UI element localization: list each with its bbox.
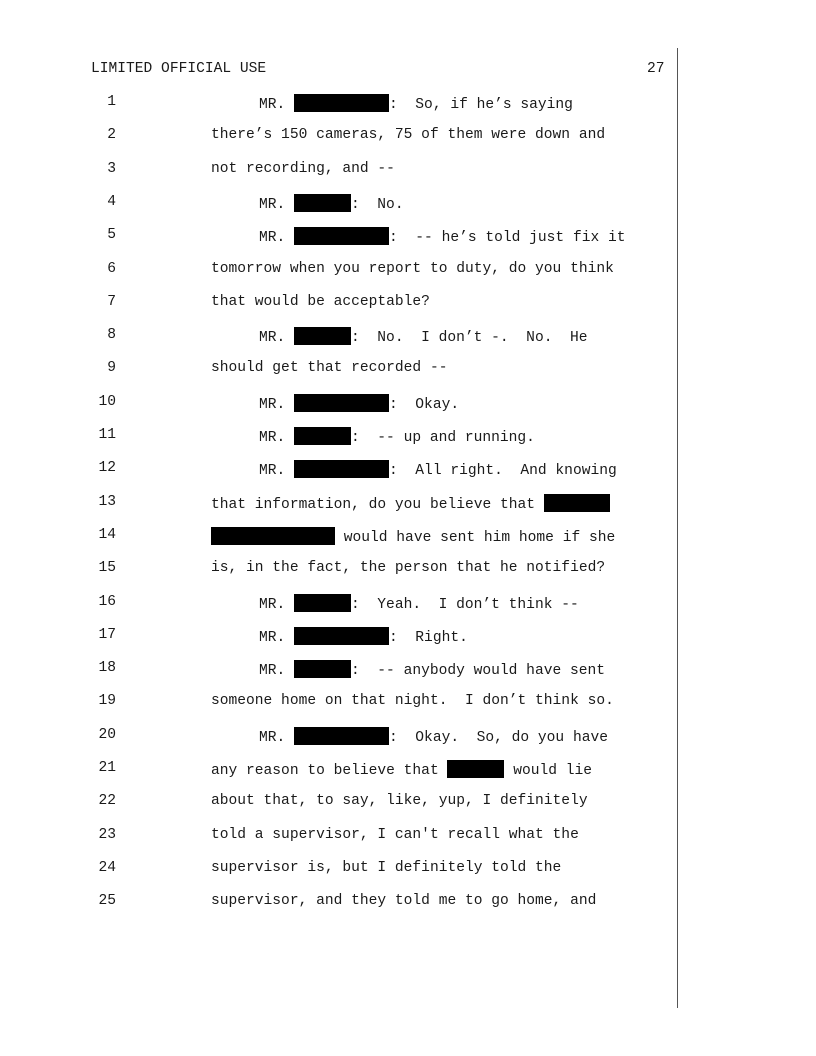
line-number: 25 (98, 893, 116, 910)
speaker-title: MR. (259, 330, 295, 347)
right-margin-rule (677, 48, 678, 1008)
speaker-title: MR. (259, 463, 295, 480)
transcript-line (0, 494, 676, 514)
continuation-text (211, 127, 605, 143)
speaker-line-text (259, 727, 608, 746)
transcript-line (0, 860, 676, 880)
transcript-line (0, 594, 676, 614)
redaction-block (294, 627, 389, 645)
redaction-block (294, 94, 389, 112)
spoken-text: : Yeah. I don’t think -- (351, 596, 579, 613)
spoken-text: : So, if he’s saying (389, 97, 573, 113)
spoken-text: supervisor is, but I definitely told the (211, 859, 562, 876)
line-number: 18 (98, 660, 116, 677)
transcript-line (0, 327, 676, 347)
continuation-text (211, 494, 610, 513)
line-number: 9 (107, 360, 116, 377)
redaction-block (544, 494, 610, 512)
line-number: 6 (107, 260, 116, 277)
line-number: 3 (107, 160, 116, 177)
spoken-text: should get that recorded -- (211, 360, 448, 377)
spoken-text: that information, do you believe that (211, 496, 544, 513)
continuation-text (211, 294, 430, 310)
line-number: 21 (98, 760, 116, 776)
continuation-text (211, 793, 588, 809)
continuation-text (211, 527, 615, 546)
transcript-line (0, 427, 676, 447)
speaker-title: MR. (259, 430, 295, 446)
transcript-line (0, 360, 676, 380)
spoken-text: : -- anybody would have sent (351, 663, 606, 680)
continuation-text (211, 360, 447, 376)
line-number: 4 (107, 193, 116, 210)
spoken-text: supervisor, and they told me to go home, and (211, 893, 597, 910)
continuation-text (211, 893, 596, 909)
continuation-text (211, 827, 579, 843)
transcript-line (0, 827, 676, 847)
speaker-line-text (259, 594, 579, 613)
transcript-line (0, 893, 676, 913)
line-number: 1 (107, 94, 116, 110)
spoken-text: : -- he’s told just fix it (389, 230, 626, 247)
redaction-block (294, 727, 389, 745)
line-number: 13 (98, 493, 116, 510)
continuation-text (211, 261, 614, 277)
transcript-line (0, 627, 676, 647)
speaker-line-text (259, 660, 605, 679)
transcript-line (0, 727, 676, 747)
spoken-text: : Right. (389, 629, 468, 646)
speaker-line-text (259, 94, 573, 113)
continuation-text (211, 760, 592, 779)
continuation-text (211, 560, 605, 576)
spoken-text: would lie (504, 763, 593, 779)
transcript-line (0, 527, 676, 547)
speaker-title: MR. (259, 230, 295, 247)
redaction-block (294, 227, 389, 245)
line-number: 14 (98, 526, 116, 543)
continuation-text (211, 693, 614, 709)
line-number: 22 (98, 793, 116, 810)
speaker-line-text (259, 327, 588, 346)
transcript-line (0, 793, 676, 813)
line-number: 16 (98, 593, 116, 610)
spoken-text: about that, to say, like, yup, I definitely (211, 793, 588, 810)
continuation-text (211, 860, 561, 876)
redaction-block (294, 460, 389, 478)
continuation-text (211, 161, 395, 177)
line-number: 23 (98, 826, 116, 843)
speaker-line-text (259, 460, 617, 479)
transcript-line (0, 194, 676, 214)
speaker-title: MR. (259, 663, 295, 680)
spoken-text: would have sent him home if she (335, 529, 616, 546)
speaker-line-text (259, 394, 459, 413)
transcript-line (0, 693, 676, 713)
line-number: 10 (98, 393, 116, 410)
line-number: 20 (98, 726, 116, 743)
redaction-block (294, 594, 351, 612)
transcript-line (0, 760, 676, 780)
line-number: 11 (98, 427, 116, 443)
spoken-text: is, in the fact, the person that he notified? (211, 560, 606, 577)
speaker-title: MR. (259, 629, 295, 646)
speaker-title: MR. (259, 729, 295, 746)
line-number: 17 (98, 626, 116, 643)
spoken-text: : Okay. (389, 396, 460, 413)
transcript-line (0, 460, 676, 480)
line-number: 5 (107, 227, 116, 244)
redaction-block (294, 327, 351, 345)
spoken-text: tomorrow when you report to duty, do you think (211, 260, 614, 277)
spoken-text: : No. (351, 196, 404, 213)
line-number: 2 (107, 127, 116, 144)
transcript-line (0, 161, 676, 181)
transcript-line (0, 261, 676, 281)
transcript-line (0, 227, 676, 247)
transcript-line (0, 394, 676, 414)
transcript-line (0, 560, 676, 580)
spoken-text: : -- up and running. (351, 430, 535, 446)
speaker-line-text (259, 427, 535, 446)
spoken-text: that would be acceptable? (211, 293, 430, 310)
line-number: 8 (107, 327, 116, 344)
redaction-block (447, 760, 504, 778)
transcript-line (0, 94, 676, 114)
spoken-text: told a supervisor, I can't recall what the (211, 826, 579, 843)
speaker-title: MR. (259, 196, 295, 213)
line-number: 19 (98, 693, 116, 710)
classification-header: LIMITED OFFICIAL USE (91, 61, 267, 77)
line-number: 15 (98, 560, 116, 577)
speaker-title: MR. (259, 396, 295, 413)
spoken-text: any reason to believe that (211, 763, 448, 779)
redaction-block (294, 394, 389, 412)
redaction-block (211, 527, 335, 545)
line-number: 24 (98, 859, 116, 876)
transcript-line (0, 660, 676, 680)
redaction-block (294, 660, 351, 678)
transcript-line (0, 127, 676, 147)
redaction-block (294, 427, 351, 445)
redaction-block (294, 194, 351, 212)
speaker-line-text (259, 627, 468, 646)
spoken-text: : All right. And knowing (389, 463, 617, 480)
page-number: 27 (647, 61, 665, 77)
line-number: 12 (98, 460, 116, 477)
spoken-text: : Okay. So, do you have (389, 729, 608, 746)
spoken-text: not recording, and -- (211, 160, 395, 177)
line-number: 7 (107, 293, 116, 310)
transcript-line (0, 294, 676, 314)
spoken-text: there’s 150 cameras, 75 of them were down and (211, 127, 606, 144)
speaker-title: MR. (259, 596, 295, 613)
spoken-text: someone home on that night. I don’t think so. (211, 693, 614, 710)
speaker-line-text (259, 194, 404, 213)
spoken-text: : No. I don’t -. No. He (351, 330, 588, 347)
speaker-line-text (259, 227, 626, 246)
speaker-title: MR. (259, 97, 295, 113)
